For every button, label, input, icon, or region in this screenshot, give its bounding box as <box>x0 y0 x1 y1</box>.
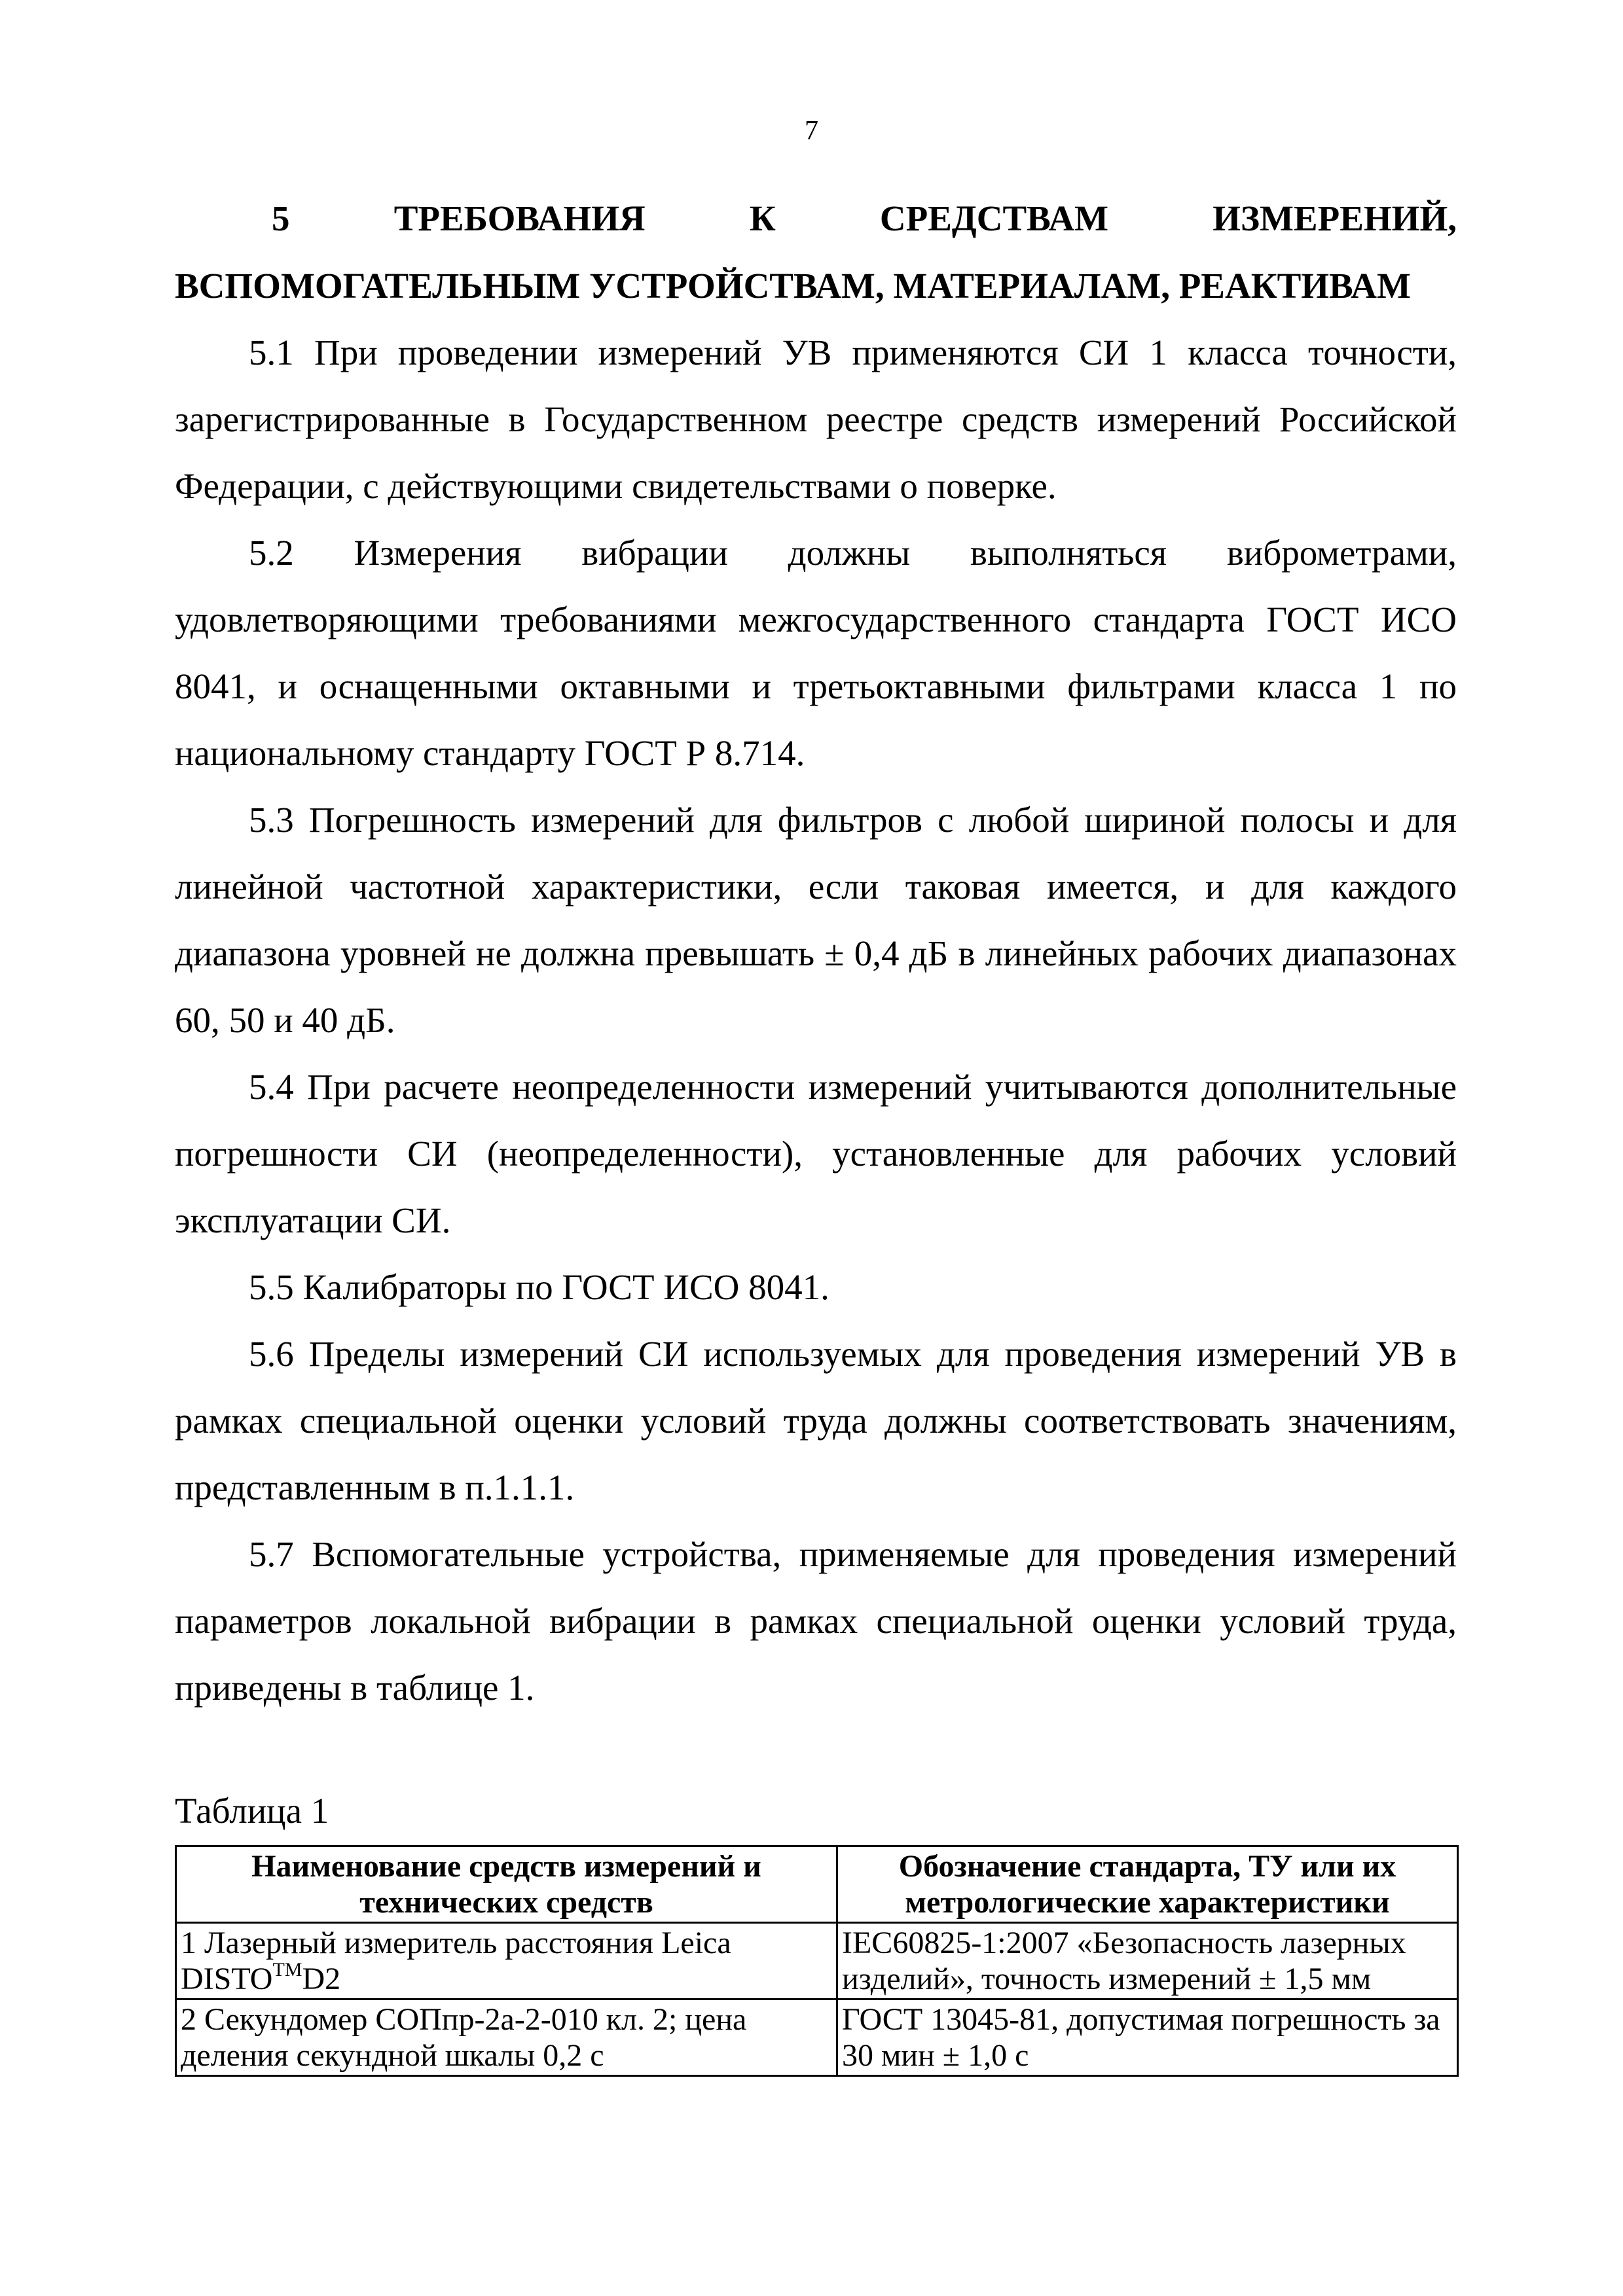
table-cell: ГОСТ 13045-81, допустимая погрешность за 30 мин ± 1,0 с <box>837 2000 1458 2076</box>
page-number: 7 <box>805 116 818 146</box>
paragraph-5-6: 5.6 Пределы измерений СИ используемых для проведения измерений УВ в рамках специальной оценки условий труда должны соответствовать значениям, представленным в п.1.1.1. <box>175 1334 1457 1507</box>
table-caption: Таблица 1 <box>175 1791 329 1831</box>
section-heading: 5 ТРЕБОВАНИЯ К СРЕДСТВАМ ИЗМЕРЕНИЙ, ВСПОМОГАТЕЛЬНЫМ УСТРОЙСТВАМ, МАТЕРИАЛАМ, РЕАКТИВАМ <box>175 198 1457 306</box>
paragraph-5-3: 5.3 Погрешность измерений для фильтров с любой шириной полосы и для линейной частотной характеристики, если таковая имеется, и для каждого диапазона уровней не должна превышать ± 0,4 дБ в линейных рабочих диапазонах 60, 50 и 40 дБ. <box>175 800 1457 1040</box>
paragraph-5-7: 5.7 Вспомогательные устройства, применяемые для проведения измерений параметров локальной вибрации в рамках специальной оценки условий труда, приведены в таблице 1. <box>175 1534 1457 1708</box>
table-header-cell: Обозначение стандарта, ТУ или их метрологические характеристики <box>837 1846 1458 1923</box>
paragraph-5-2: 5.2 Измерения вибрации должны выполняться виброметрами, удовлетворяющими требованиями межгосударственного стандарта ГОСТ ИСО 8041, и оснащенными октавными и третьоктавными фильтрами класса 1 по национальному стандарту ГОСТ Р 8.714. <box>175 533 1457 773</box>
instruments-table <box>175 1845 1459 2077</box>
table-cell: IEC60825-1:2007 «Безопасность лазерных изделий», точность измерений ± 1,5 мм <box>837 1923 1458 2000</box>
table-row <box>176 2000 1458 2076</box>
paragraph-5-1: 5.1 При проведении измерений УВ применяются СИ 1 класса точности, зарегистрированные в Государственном реестре средств измерений Российской Федерации, с действующими свидетельствами о поверке. <box>175 332 1457 506</box>
table-row <box>176 1923 1458 2000</box>
table-header-row <box>176 1846 1458 1923</box>
table-cell <box>176 1923 837 2000</box>
table-header-cell: Наименование средств измерений и технических средств <box>176 1846 837 1923</box>
paragraph-5-4: 5.4 При расчете неопределенности измерений учитываются дополнительные погрешности СИ (неопределенности), установленные для рабочих условий эксплуатации СИ. <box>175 1067 1457 1240</box>
paragraph-5-5: 5.5 Калибраторы по ГОСТ ИСО 8041. <box>249 1267 830 1307</box>
cell-text: 1 Лазерный измеритель расстояния Leica DISTO <box>181 1926 731 1996</box>
document-body <box>175 185 1457 2077</box>
table-cell: 2 Секундомер СОПпр-2а-2-010 кл. 2; цена деления секундной шкалы 0,2 с <box>176 2000 837 2076</box>
cell-text: D2 <box>302 1962 341 1996</box>
trademark-superscript: TM <box>272 1959 302 1981</box>
